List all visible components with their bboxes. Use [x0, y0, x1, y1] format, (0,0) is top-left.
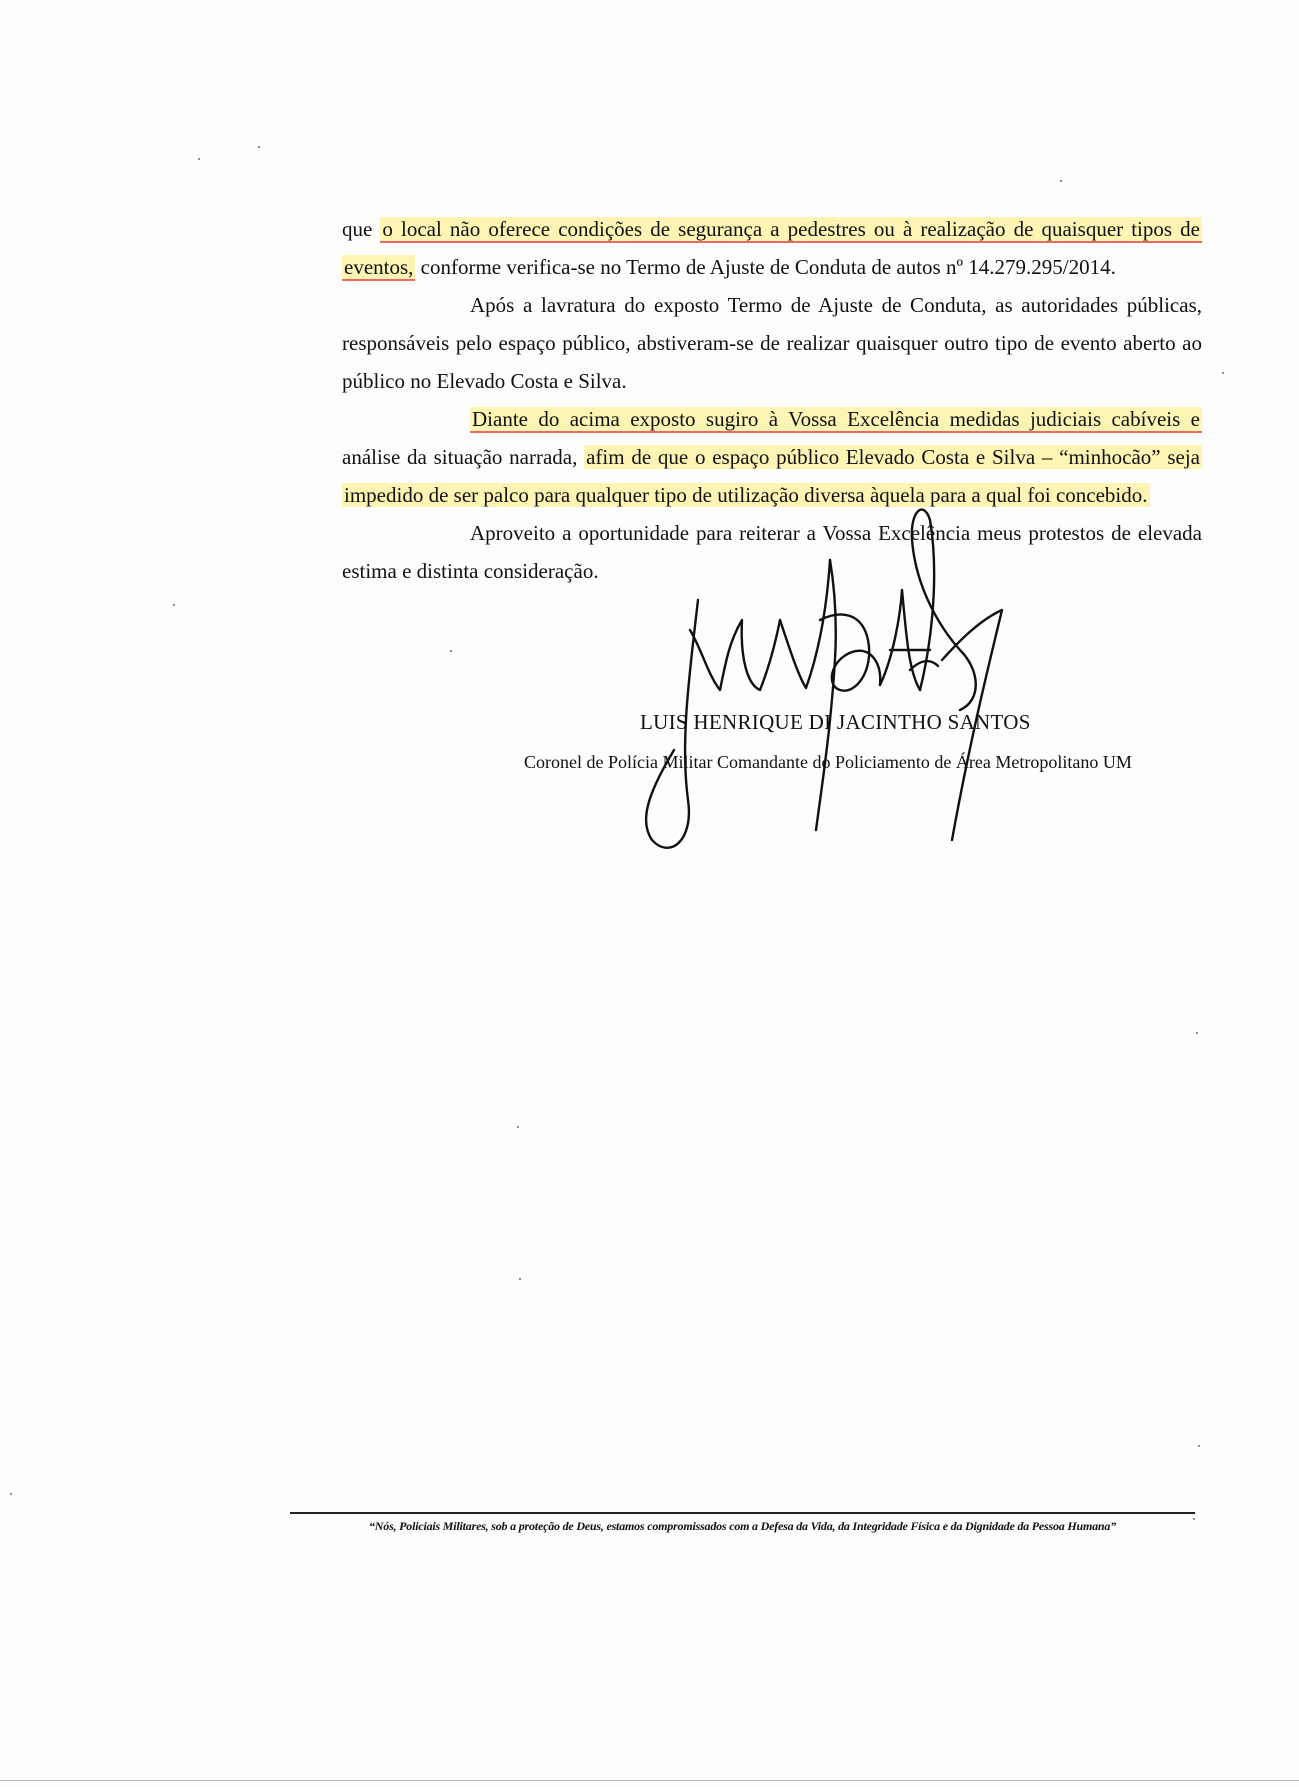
- scan-speck: [1060, 180, 1062, 182]
- paragraph-suggestion: [342, 400, 1202, 514]
- scan-speck: [10, 1493, 12, 1495]
- handwritten-signature: [630, 500, 1050, 870]
- scan-edge-line: [0, 1780, 1299, 1781]
- scan-speck: [1196, 1032, 1198, 1034]
- highlighted-text: afim de que o espaço público Elevado Costa e Silva – “minhocão” seja impedido de ser palco para qualquer tipo de utilização diversa àquela para a qual foi concebido.: [344, 445, 1200, 507]
- text-segment: Após a lavratura do exposto Termo de Ajuste de Conduta, as autoridades públicas, responsáveis pelo espaço público, abstiveram-se de realizar quaisquer outro tipo de evento aberto ao público no Elevado Costa e Silva.: [342, 293, 1202, 393]
- signatory-name: LUIS HENRIQUE DI JACINTHO SANTOS: [640, 710, 1031, 734]
- text-segment: análise da situação narrada,: [342, 445, 585, 469]
- highlighted-text: Diante do acima exposto sugiro à Vossa Excelência medidas judiciais cabíveis e: [472, 407, 1200, 431]
- scan-speck: [1222, 372, 1224, 374]
- scan-speck: [450, 650, 452, 652]
- paragraph-conclusion-of-tac: [342, 210, 1202, 286]
- text-segment: conforme verifica-se no Termo de Ajuste de Conduta de autos nº 14.279.295/2014.: [415, 255, 1116, 279]
- text-segment: que: [342, 217, 381, 241]
- scan-speck: [519, 1278, 521, 1280]
- footer-motto: “Nós, Policiais Militares, sob a proteção de Deus, estamos compromissados com a Defesa da Vida, da Integridade Física e da Dignidade da Pessoa Humana”: [369, 1519, 1116, 1533]
- scan-speck: [173, 604, 175, 606]
- highlighted-text: o local não oferece condições de segurança a pedestres ou à realização de quaisquer tipos de eventos,: [344, 217, 1200, 279]
- scan-speck: [1198, 1445, 1200, 1447]
- signatory-title: Coronel de Polícia Militar Comandante do Policiamento de Área Metropolitano UM: [524, 752, 1132, 772]
- footer-divider: [290, 1512, 1195, 1514]
- text-segment: Aproveito a oportunidade para reiterar a Vossa Excelência meus protestos de elevada estima e distinta consideração.: [342, 521, 1202, 583]
- scan-speck: [258, 146, 260, 148]
- scan-speck: [198, 158, 200, 160]
- paragraph-after-tac: [342, 286, 1202, 400]
- scan-speck: [517, 1126, 519, 1128]
